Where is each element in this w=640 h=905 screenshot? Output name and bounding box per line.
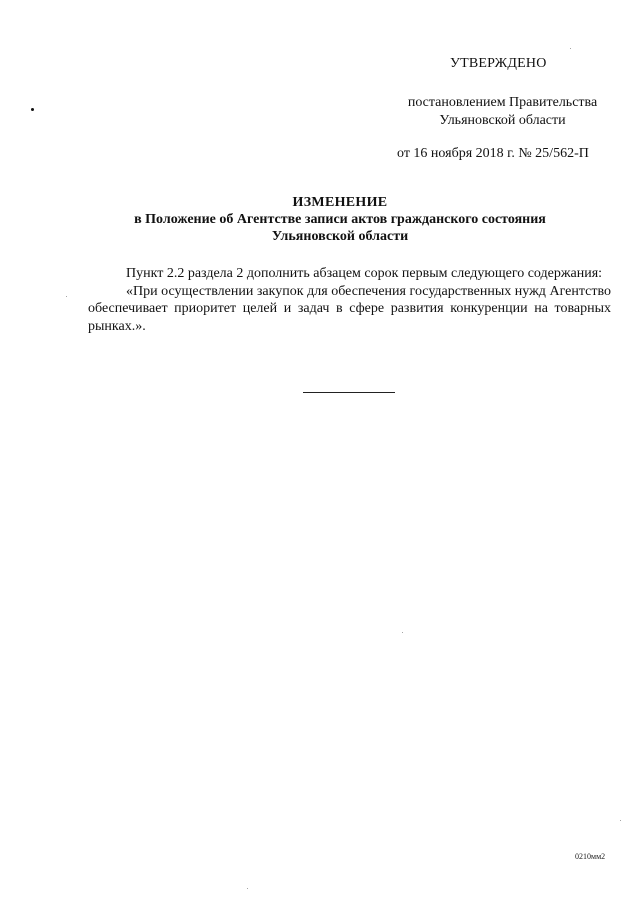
end-divider — [303, 392, 395, 393]
scan-speck — [31, 108, 34, 111]
approval-authority-line2: Ульяновской области — [439, 113, 566, 128]
approval-authority — [395, 94, 610, 130]
document-title — [90, 194, 590, 245]
approval-authority-line1: постановлением Правительства — [407, 95, 598, 110]
title-line2: в Положение об Агентстве записи актов гражданского состояния — [134, 212, 546, 227]
footer-code: 0210мм2 — [575, 852, 606, 861]
scan-speck — [570, 48, 571, 49]
body-paragraph-1: Пункт 2.2 раздела 2 дополнить абзацем сорок первым следующего содержания: — [126, 266, 603, 281]
scan-speck — [402, 632, 403, 633]
scan-speck — [620, 820, 621, 821]
title-main: ИЗМЕНЕНИЕ — [292, 195, 388, 210]
body-paragraph-2: «При осуществлении закупок для обеспечения государственных нужд Агентство обеспечивает приоритет целей и задач в сфере развития конкуренции на товарных рынках.». — [88, 283, 611, 334]
approval-stamp-heading: УТВЕРЖДЕНО — [450, 56, 547, 71]
scan-speck — [66, 296, 67, 297]
approval-date: от 16 ноября 2018 г. № 25/562-П — [397, 146, 589, 161]
document-body — [88, 265, 611, 335]
scan-speck — [247, 888, 248, 889]
title-line3: Ульяновской области — [271, 229, 409, 244]
